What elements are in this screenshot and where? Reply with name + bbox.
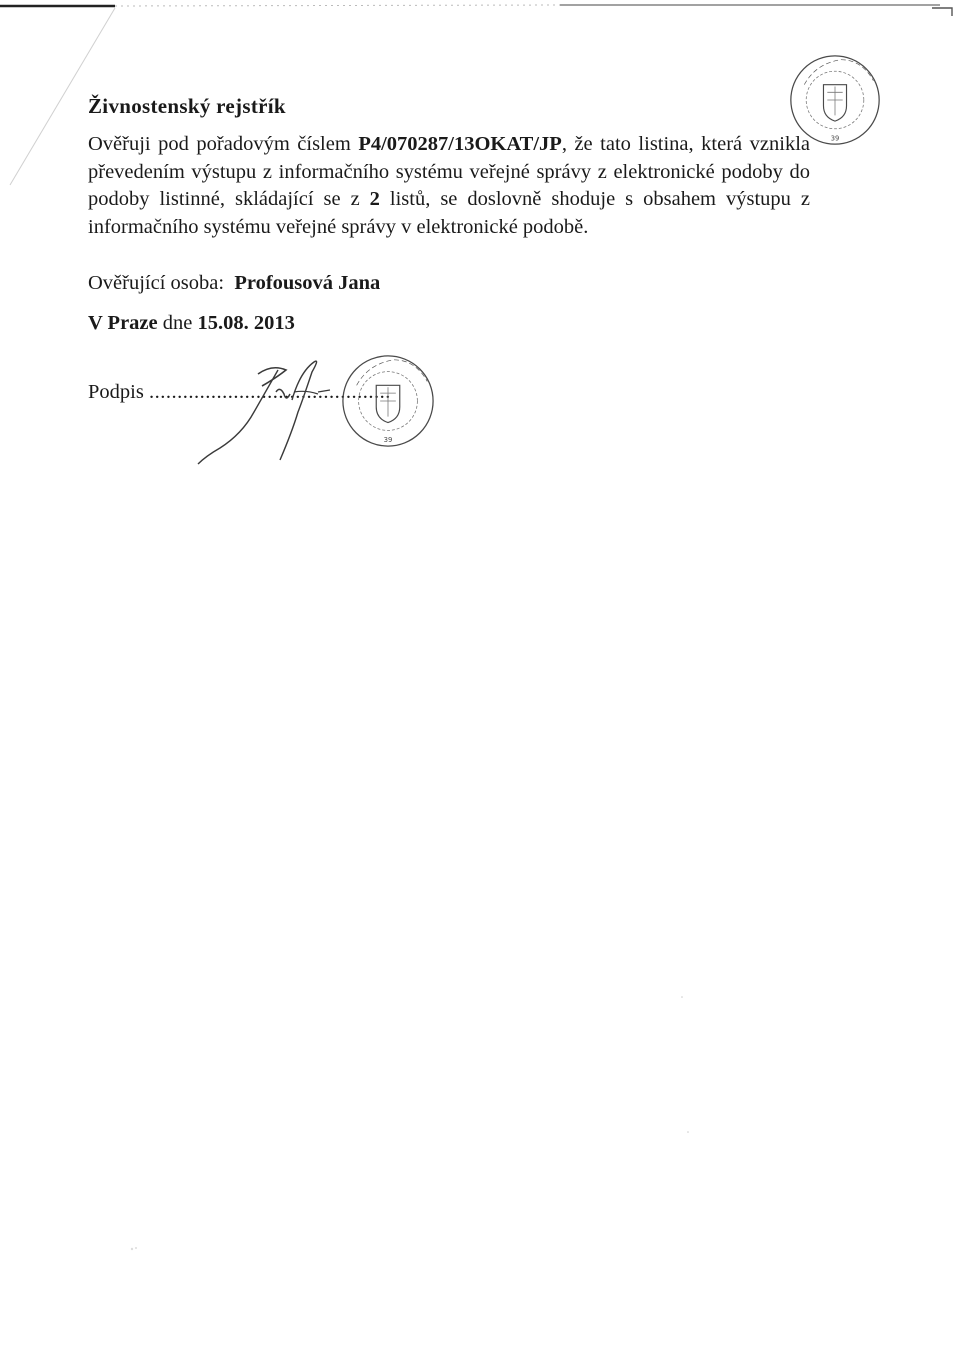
handwritten-signature xyxy=(180,352,350,467)
place: V Praze xyxy=(88,312,158,334)
svg-text:39: 39 xyxy=(830,134,840,143)
scan-mark-corner xyxy=(930,0,960,30)
para-intro: Ověřuji pod pořadovým číslem xyxy=(88,133,359,155)
scan-speck xyxy=(128,1244,140,1254)
verifier-name: Profousová Jana xyxy=(234,272,381,294)
signature-dots: ........................................... xyxy=(148,381,391,403)
certification-number: P4/070287/13OKAT/JP xyxy=(358,133,562,155)
date: 15.08. 2013 xyxy=(197,312,295,334)
date-label: dne xyxy=(162,312,193,334)
sheet-count: 2 xyxy=(369,188,380,210)
register-title: Živnostenský rejstřík xyxy=(88,94,286,118)
verifier-label: Ověřující osoba: xyxy=(88,272,225,294)
scan-speck xyxy=(680,995,684,999)
para-middle: , že tato listina, která vznikla převedením výstupu z informačního systému veřejné správy z elektronické podoby do podoby listinné, skládající se z xyxy=(88,133,810,210)
verifier-line xyxy=(88,272,380,295)
place-date-line xyxy=(88,312,295,335)
scan-edge-artifact xyxy=(0,0,960,14)
signature-label: Podpis xyxy=(88,381,144,403)
svg-text:39: 39 xyxy=(383,436,393,445)
scan-speck xyxy=(686,1130,690,1134)
para-end: listů, se doslovně shoduje s obsahem výstupu z informačního systému veřejné správy v elektronické podobě. xyxy=(88,188,810,238)
official-stamp-top xyxy=(787,52,883,148)
official-stamp-bottom xyxy=(339,352,437,450)
certification-paragraph xyxy=(88,131,810,241)
